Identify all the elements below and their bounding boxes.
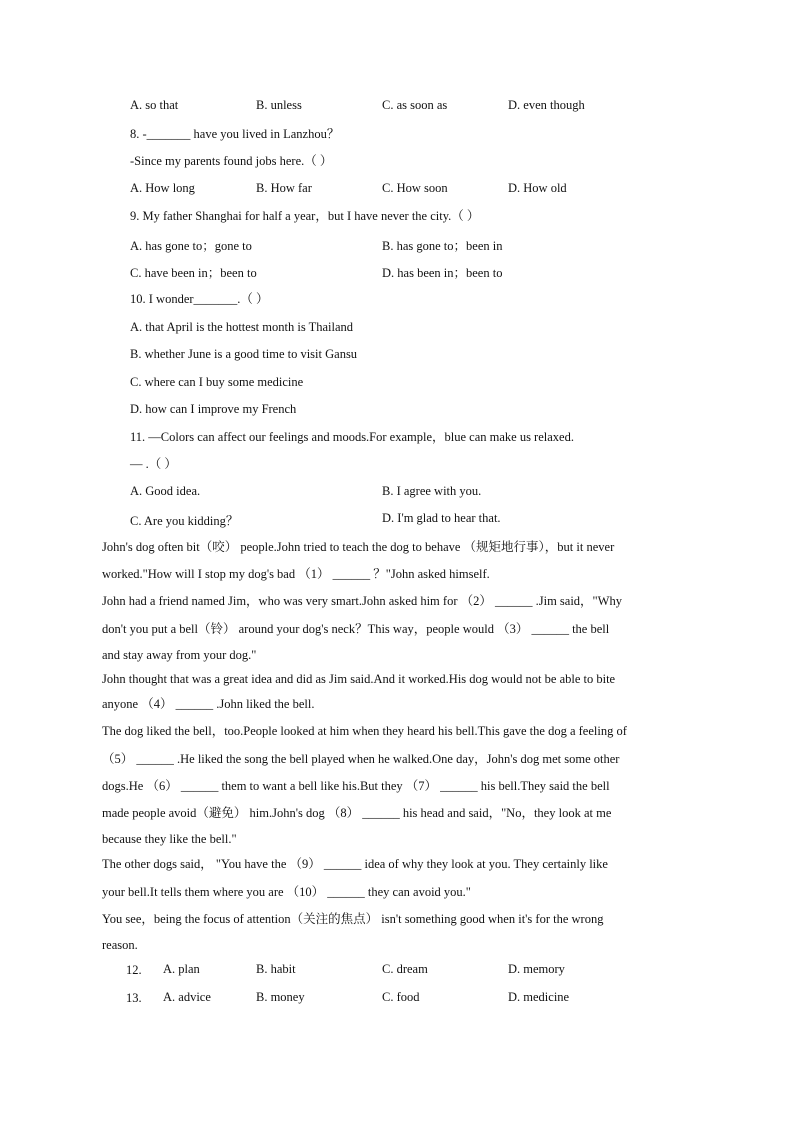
q9-options-row2 [130,263,690,279]
q7-option-b[interactable]: B. unless [256,98,302,112]
q9-option-b[interactable]: B. has gone to；been in [382,239,503,253]
passage-line: You see，being the focus of attention（关注的焦点） isn't something good when it's for the wrong [102,912,604,926]
q12-number: 12. [126,963,142,977]
q13-option-c[interactable]: C. food [382,990,420,1004]
passage-line: John's dog often bit（咬） people.John tried to teach the dog to behave （规矩地行事），but it never [102,540,615,554]
q11-option-d[interactable]: D. I'm glad to hear that. [382,511,501,525]
q7-option-c[interactable]: C. as soon as [382,98,448,112]
q9-option-d[interactable]: D. has been in；been to [382,266,503,280]
passage-line: don't you put a bell（铃） around your dog's neck？This way，people would （3） ______ the bell [102,622,610,636]
q13-options [163,990,723,1006]
q10-option-d[interactable]: D. how can I improve my French [130,402,297,416]
q11-options-row1 [130,484,690,500]
passage-line: made people avoid（避免） him.John's dog （8） ______ his head and said，"No，they look at me [102,806,612,820]
q10-stem: 10. I wonder_______.（ ） [130,292,269,306]
q10-option-b[interactable]: B. whether June is a good time to visit Gansu [130,347,358,361]
q8-response: -Since my parents found jobs here.（ ） [130,154,333,168]
q13-option-a[interactable]: A. advice [163,990,211,1004]
q7-options [130,98,690,114]
q13-option-b[interactable]: B. money [256,990,305,1004]
q8-option-c[interactable]: C. How soon [382,181,448,195]
q12-option-d[interactable]: D. memory [508,962,565,976]
passage-line: because they like the bell." [102,832,237,846]
q8-option-d[interactable]: D. How old [508,181,567,195]
q8-options [130,181,690,197]
q11-option-b[interactable]: B. I agree with you. [382,484,482,498]
q9-stem: 9. My father Shanghai for half a year，but I have never the city.（ ） [130,209,480,223]
q12-option-b[interactable]: B. habit [256,962,296,976]
passage-line: The dog liked the bell，too.People looked at him when they heard his bell.This gave the dog a feeling of [102,724,627,738]
q9-options-row1 [130,236,690,252]
q10-option-c[interactable]: C. where can I buy some medicine [130,375,304,389]
q12-options [163,962,723,978]
q8-stem: 8. -_______ have you lived in Lanzhou？ [130,127,340,141]
q11-stem: 11. —Colors can affect our feelings and moods.For example，blue can make us relaxed. [130,430,574,444]
q8-option-a[interactable]: A. How long [130,181,195,195]
q9-option-a[interactable]: A. has gone to；gone to [130,239,252,253]
passage-line: reason. [102,938,138,952]
q13-option-d[interactable]: D. medicine [508,990,570,1004]
q11-response: — .（ ） [130,457,177,471]
q11-option-a[interactable]: A. Good idea. [130,484,201,498]
q8-option-b[interactable]: B. How far [256,181,312,195]
passage-line: worked."How will I stop my dog's bad （1） ______ ？"John asked himself. [102,567,490,581]
q13-number: 13. [126,991,142,1005]
passage-line: John had a friend named Jim，who was very smart.John asked him for （2） ______ .Jim said，"Why [102,594,622,608]
passage-line: anyone （4） ______ .John liked the bell. [102,697,315,711]
passage-line: and stay away from your dog." [102,648,257,662]
passage-line: The other dogs said， "You have the （9） ______ idea of why they look at you. They certainly like [102,857,608,871]
q11-options-row2 [130,511,690,527]
q10-option-a[interactable]: A. that April is the hottest month is Thailand [130,320,354,334]
q12-option-c[interactable]: C. dream [382,962,428,976]
passage-line: your bell.It tells them where you are （10） ______ they can avoid you." [102,885,471,899]
q11-option-c[interactable]: C. Are you kidding？ [130,514,239,528]
q7-option-a[interactable]: A. so that [130,98,179,112]
passage-line: （5） ______ .He liked the song the bell played when he walked.One day，John's dog met some other [102,752,620,766]
q7-option-d[interactable]: D. even though [508,98,585,112]
q9-option-c[interactable]: C. have been in；been to [130,266,257,280]
passage-line: John thought that was a great idea and did as Jim said.And it worked.His dog would not be able to bite [102,672,616,686]
passage-line: dogs.He （6） ______ them to want a bell like his.But they （7） ______ his bell.They said the bell [102,779,610,793]
q12-option-a[interactable]: A. plan [163,962,200,976]
